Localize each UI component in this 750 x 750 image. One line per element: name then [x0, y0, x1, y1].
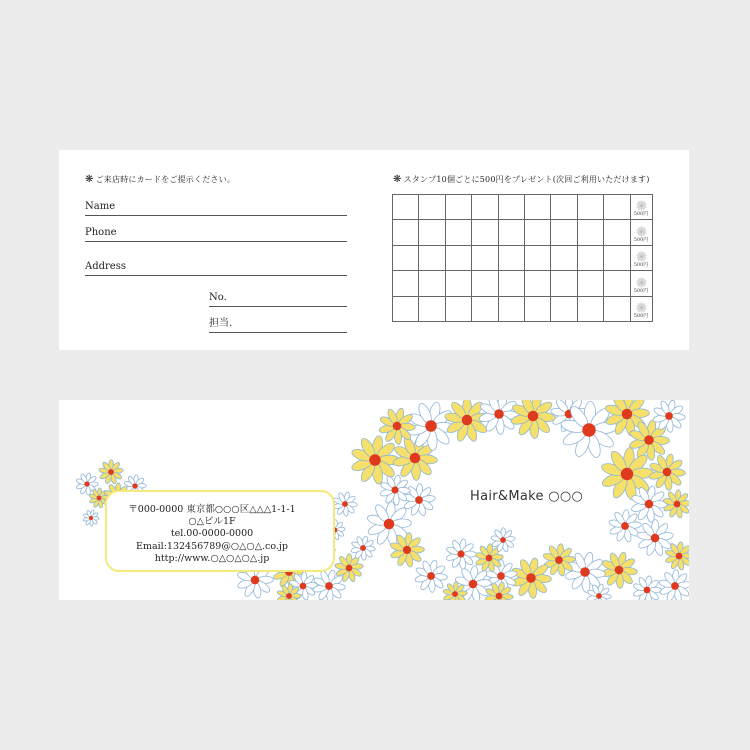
stamp-cell[interactable] [524, 220, 550, 245]
reward-cell [630, 271, 652, 296]
yellow-daisy-icon [99, 460, 124, 485]
white-daisy-icon [379, 474, 410, 505]
yellow-daisy-icon [600, 551, 637, 588]
reward-cell [630, 296, 652, 321]
yellow-daisy-icon [663, 490, 689, 519]
address-line-2: ○△ビル1F [188, 516, 236, 528]
yellow-daisy-icon [350, 435, 399, 485]
address-label: Address [85, 261, 126, 272]
contact-info [122, 504, 302, 565]
reward-cell [630, 245, 652, 270]
staff-label: 担当. [209, 318, 233, 329]
stamp-row [393, 195, 653, 220]
stamp-cell[interactable] [524, 195, 550, 220]
stamp-cell[interactable] [419, 195, 445, 220]
stamp-row [393, 271, 653, 296]
stamp-cell[interactable] [419, 296, 445, 321]
stamp-cell[interactable] [472, 220, 498, 245]
reward-flower-icon [636, 302, 647, 313]
stamp-cell[interactable] [472, 296, 498, 321]
stamp-cell[interactable] [445, 271, 471, 296]
name-field[interactable] [85, 201, 347, 216]
stamp-cell[interactable] [498, 220, 524, 245]
stamp-cell[interactable] [577, 296, 603, 321]
flower-bullet-icon: ❋ [85, 174, 94, 185]
stamp-cell[interactable] [551, 220, 577, 245]
stamp-row [393, 296, 653, 321]
reward-label: 500円 [633, 211, 649, 218]
stamp-cell[interactable] [604, 245, 630, 270]
stamp-cell[interactable] [419, 245, 445, 270]
stamp-cell[interactable] [498, 195, 524, 220]
number-label: No. [209, 292, 227, 303]
stamp-cell[interactable] [604, 195, 630, 220]
reward-label: 500円 [633, 287, 649, 294]
reward-cell [630, 220, 652, 245]
stamp-cell[interactable] [393, 245, 419, 270]
reward-label: 500円 [633, 262, 649, 269]
stamp-cell[interactable] [604, 220, 630, 245]
stamp-cell[interactable] [472, 271, 498, 296]
yellow-daisy-icon [510, 400, 556, 439]
stamp-cell[interactable] [445, 195, 471, 220]
reward-cell [630, 195, 652, 220]
white-daisy-icon [351, 536, 376, 561]
white-daisy-icon [83, 510, 100, 527]
stamp-cell[interactable] [393, 195, 419, 220]
yellow-daisy-icon [378, 407, 415, 444]
left-heading: ❋ ご来店時にカードをご提示ください。 [85, 174, 235, 185]
stamp-cell[interactable] [577, 245, 603, 270]
stamp-cell[interactable] [577, 195, 603, 220]
stamp-cell[interactable] [472, 245, 498, 270]
stamp-card-front [59, 400, 689, 600]
email-line: Email:132456789@○△○△.co.jp [136, 540, 288, 552]
stamp-row [393, 220, 653, 245]
stamp-cell[interactable] [524, 245, 550, 270]
stamp-cell[interactable] [445, 220, 471, 245]
stamp-cell[interactable] [393, 220, 419, 245]
white-daisy-icon [633, 575, 662, 600]
right-heading: ❋ スタンプ10個ごとに500円をプレゼント(次回ご利用いただけます) [393, 174, 650, 185]
stamp-row [393, 245, 653, 270]
white-daisy-icon [658, 569, 689, 600]
url-line: http://www.○△○△○△.jp [154, 552, 270, 564]
stamp-cell[interactable] [498, 296, 524, 321]
white-daisy-icon [608, 509, 641, 542]
stamp-cell[interactable] [419, 220, 445, 245]
reward-label: 500円 [633, 236, 649, 243]
stamp-grid [392, 194, 653, 322]
number-field[interactable] [209, 292, 347, 307]
stamp-cell[interactable] [604, 271, 630, 296]
stamp-cell[interactable] [551, 245, 577, 270]
reward-label: 500円 [633, 312, 649, 319]
stamp-cell[interactable] [498, 245, 524, 270]
stamp-cell[interactable] [524, 271, 550, 296]
reward-flower-icon [636, 251, 647, 262]
stamp-cell[interactable] [472, 195, 498, 220]
staff-field[interactable] [209, 318, 347, 333]
stamp-cell[interactable] [393, 296, 419, 321]
stamp-cell[interactable] [393, 271, 419, 296]
white-daisy-icon [414, 559, 447, 592]
white-daisy-icon [333, 492, 358, 517]
stamp-cell[interactable] [577, 271, 603, 296]
stamp-cell[interactable] [419, 271, 445, 296]
name-label: Name [85, 201, 116, 212]
stamp-cell[interactable] [577, 220, 603, 245]
address-field[interactable] [85, 261, 347, 276]
flower-bullet-icon: ❋ [393, 174, 402, 185]
shop-name: Hair&Make ○○○ [470, 489, 584, 504]
stamp-cell[interactable] [445, 296, 471, 321]
stamp-cell[interactable] [551, 195, 577, 220]
reward-flower-icon [636, 277, 647, 288]
stamp-cell[interactable] [498, 271, 524, 296]
phone-field[interactable] [85, 227, 347, 242]
stamp-cell[interactable] [445, 245, 471, 270]
stamp-cell[interactable] [551, 271, 577, 296]
address-line-1: 〒000-0000 東京都○○○区△△△1-1-1 [128, 504, 296, 515]
reward-flower-icon [636, 226, 647, 237]
stamp-cell[interactable] [604, 296, 630, 321]
reward-flower-icon [636, 200, 647, 211]
white-daisy-icon [587, 584, 612, 600]
tel-line: tel.00-0000-0000 [170, 528, 254, 540]
white-daisy-icon [446, 538, 477, 569]
stamp-cell[interactable] [524, 296, 550, 321]
stamp-card-back [59, 150, 689, 350]
phone-label: Phone [85, 227, 117, 238]
stamp-cell[interactable] [551, 296, 577, 321]
white-daisy-icon [652, 400, 685, 433]
